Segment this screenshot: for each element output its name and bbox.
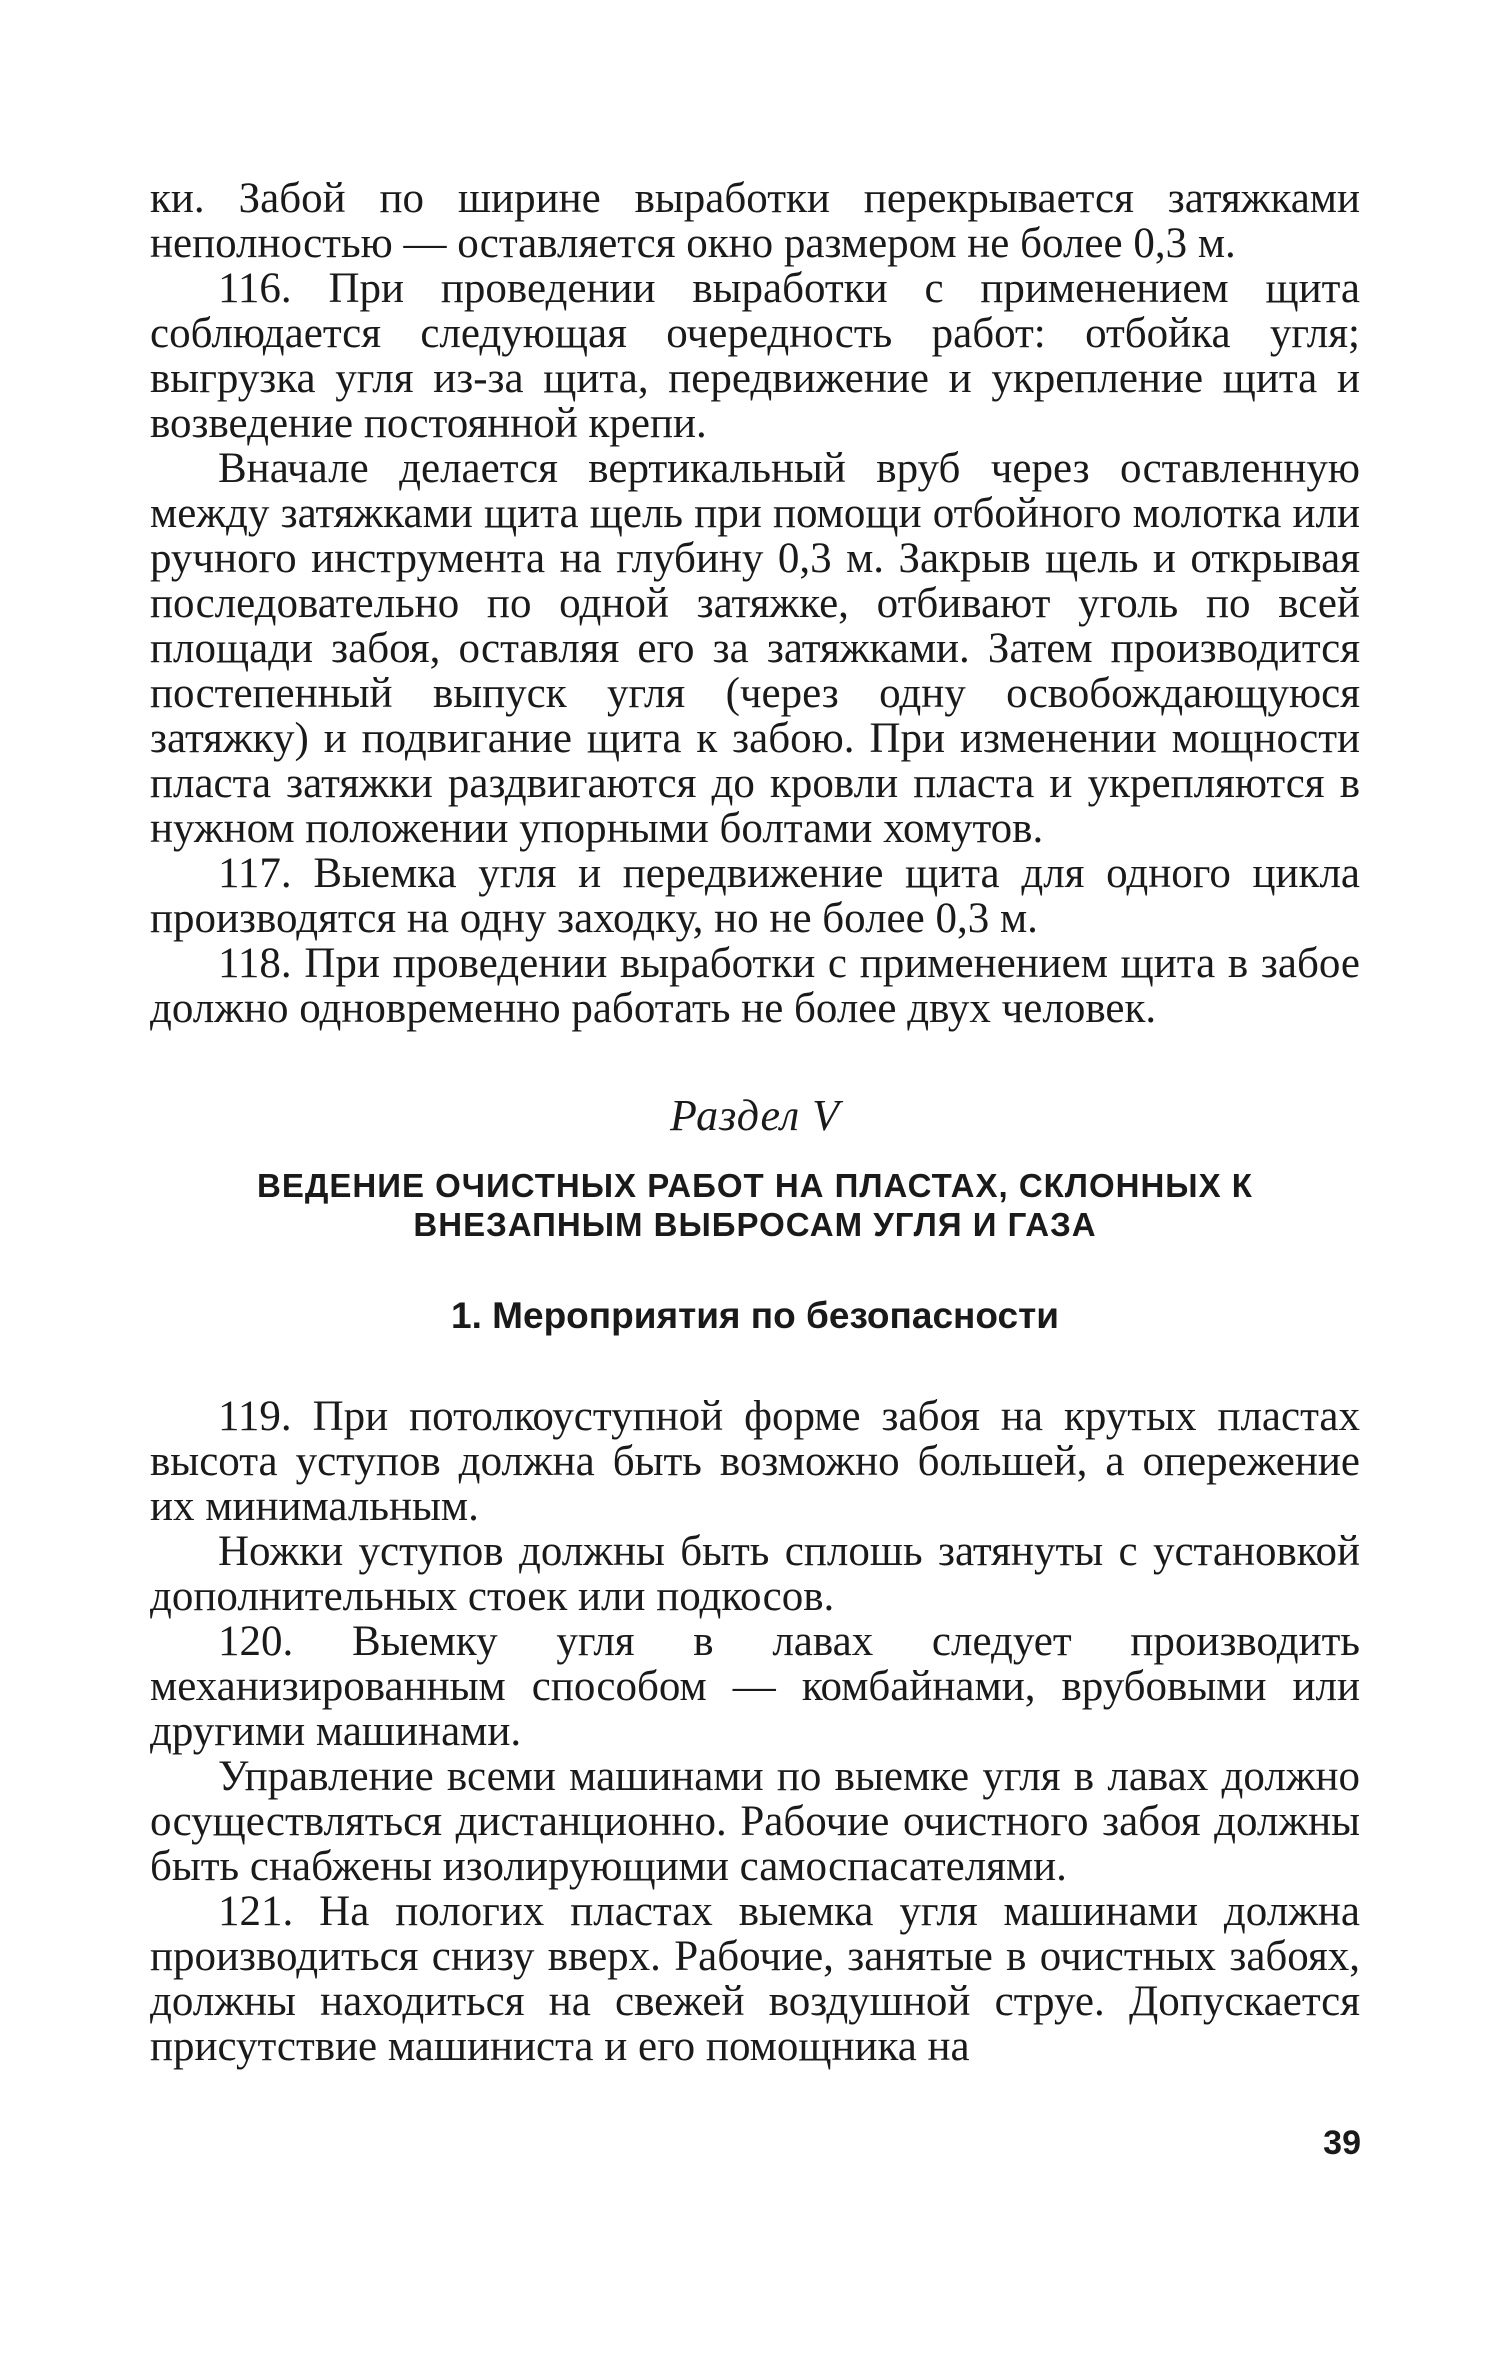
paragraph-117: 117. Выемка угля и передвижение щита для одного цикла производятся на одну заходку, но не более 0,3 м. xyxy=(150,850,1360,942)
section-label: Раздел V xyxy=(669,1091,841,1140)
paragraph-120: 120. Выемку угля в лавах следует производить механизированным способом — комбайнами, врубовыми или другими машинами. xyxy=(150,1618,1360,1755)
section-title-line-1: ВЕДЕНИЕ ОЧИСТНЫХ РАБОТ НА ПЛАСТАХ, СКЛОННЫХ К xyxy=(257,1167,1253,1204)
paragraph-119: 119. При потолкоуступной форме забоя на крутых пластах высота уступов должна быть возможно большей, а опережение их минимальным. xyxy=(150,1393,1360,1530)
page-number: 39 xyxy=(1323,2124,1361,2162)
section-title-line-2: ВНЕЗАПНЫМ ВЫБРОСАМ УГЛЯ И ГАЗА xyxy=(413,1206,1097,1243)
paragraph-119-detail: Ножки уступов должны быть сплошь затянуты с установкой дополнительных стоек или подкосов. xyxy=(150,1528,1360,1620)
paragraph-116: 116. При проведении выработки с применением щита соблюдается следующая очередность работ: отбойка угля; выгрузка угля из-за щита, передвижение и укрепление щита и возведение постоянной крепи. xyxy=(150,265,1360,447)
paragraph-continuation: ки. Забой по ширине выработки перекрывается затяжками неполностью — оставляется окно размером не более 0,3 м. xyxy=(150,175,1360,267)
paragraph-121: 121. На пологих пластах выемка угля машинами должна производиться снизу вверх. Рабочие, занятые в очистных забоях, должны находиться на свежей воздушной струе. Допускается присутствие машиниста и его помощника на xyxy=(150,1888,1360,2070)
page-body xyxy=(150,176,1360,2069)
paragraph-120-detail: Управление всеми машинами по выемке угля в лавах должно осуществляться дистанционно. Рабочие очистного забоя должны быть снабжены изолирующими самоспасателями. xyxy=(150,1753,1360,1890)
paragraph-118: 118. При проведении выработки с применением щита в забое должно одновременно работать не более двух человек. xyxy=(150,940,1360,1032)
paragraph-116-detail: Вначале делается вертикальный вруб через оставленную между затяжками щита щель при помощи отбойного молотка или ручного инструмента на глубину 0,3 м. Закрыв щель и открывая последовательно по одной затяжке, отбивают уголь по всей площади забоя, оставляя его за затяжками. Затем производится постепенный выпуск угля (через одну освобождающуюся затяжку) и подвигание щита к забою. При изменении мощности пласта затяжки раздвигаются до кровли пласта и укрепляются в нужном положении упорными болтами хомутов. xyxy=(150,445,1360,852)
subsection-title: 1. Мероприятия по безопасности xyxy=(451,1295,1059,1336)
section-title xyxy=(150,1166,1360,1244)
